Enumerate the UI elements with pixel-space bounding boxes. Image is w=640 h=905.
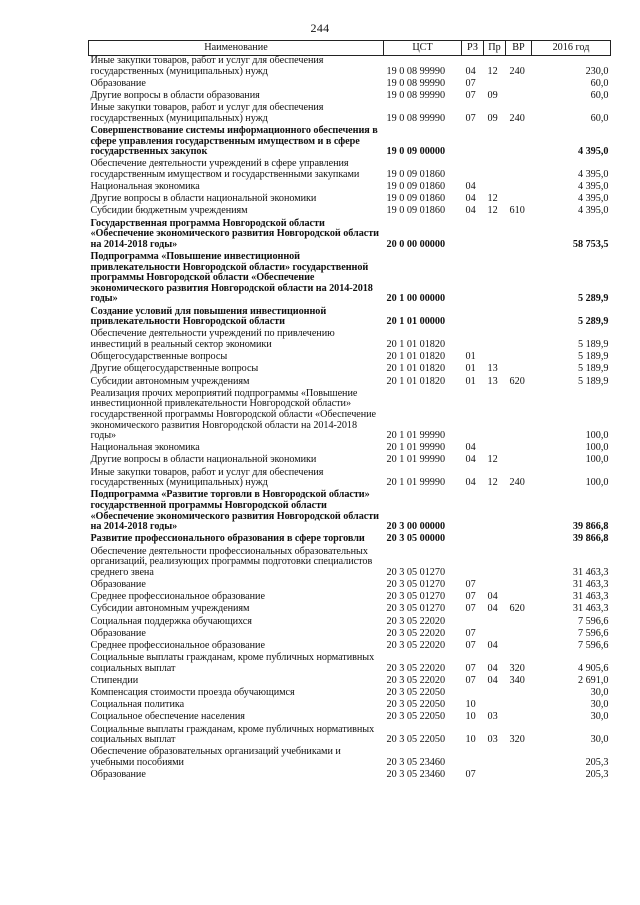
row-vr	[506, 629, 532, 641]
row-cst: 20 3 05 22020	[386, 674, 446, 686]
row-name: Обеспечение деятельности учреждений в сфере управления государственным имуществом и государственными закупками	[90, 158, 360, 180]
row-vr	[506, 747, 532, 770]
table-row	[89, 329, 611, 352]
table-row	[89, 307, 611, 330]
row-rz: 07	[465, 112, 476, 124]
row-cst: 20 3 05 22050	[386, 699, 446, 711]
row-cst: 20 1 01 00000	[386, 316, 446, 328]
row-amount: 5 189,9	[577, 363, 609, 375]
row-amount: 60,0	[590, 112, 609, 124]
row-pr	[484, 490, 506, 534]
row-name: Обеспечение образовательных организаций учебниками и учебными пособиями	[90, 746, 341, 768]
row-amount: 205,3	[585, 769, 609, 781]
row-vr: 620	[509, 603, 525, 615]
row-rz	[462, 252, 484, 307]
row-rz: 10	[465, 734, 476, 746]
table-row	[89, 364, 611, 376]
row-pr	[484, 159, 506, 182]
row-pr	[484, 126, 506, 159]
row-pr: 12	[487, 65, 498, 77]
row-vr	[506, 79, 532, 91]
row-pr	[484, 219, 506, 252]
row-pr: 12	[487, 454, 498, 466]
row-pr	[484, 747, 506, 770]
row-amount: 31 463,3	[572, 578, 609, 590]
table-row	[89, 547, 611, 580]
row-cst: 20 3 05 22020	[386, 615, 446, 627]
row-rz	[462, 389, 484, 444]
row-name: Стипендии	[90, 674, 139, 686]
table-row	[89, 252, 611, 307]
row-pr: 12	[487, 205, 498, 217]
table-header	[89, 41, 611, 56]
row-name: Иные закупки товаров, работ и услуг для обеспечения государственных (муниципальных) нужд	[90, 466, 324, 489]
row-cst: 20 3 05 22020	[386, 662, 446, 674]
row-amount: 230,0	[585, 65, 609, 77]
row-vr: 620	[509, 375, 525, 387]
row-rz: 07	[465, 603, 476, 615]
row-cst: 20 1 01 01820	[386, 375, 446, 387]
row-cst: 19 0 08 99990	[386, 65, 446, 77]
row-vr	[506, 352, 532, 364]
table-row	[89, 653, 611, 676]
row-rz: 07	[465, 674, 476, 686]
row-cst: 20 1 01 99990	[386, 477, 446, 489]
table-row	[89, 747, 611, 770]
row-vr	[506, 617, 532, 629]
row-vr	[506, 534, 532, 546]
row-pr: 03	[487, 711, 498, 723]
row-pr: 04	[487, 603, 498, 615]
row-vr	[506, 580, 532, 592]
row-vr	[506, 159, 532, 182]
row-vr	[506, 688, 532, 700]
row-cst: 20 1 01 99990	[386, 454, 446, 466]
row-pr	[484, 770, 506, 782]
row-pr: 13	[487, 363, 498, 375]
row-rz: 10	[465, 711, 476, 723]
row-vr	[506, 547, 532, 580]
row-rz: 07	[465, 89, 476, 101]
row-name: Другие вопросы в области национальной экономики	[90, 454, 317, 466]
row-cst: 20 1 01 99990	[386, 430, 446, 442]
header-vr: ВР	[506, 41, 532, 56]
row-amount: 100,0	[585, 454, 609, 466]
row-cst: 20 1 01 01820	[386, 338, 446, 350]
row-vr	[506, 455, 532, 467]
row-cst: 20 3 05 22020	[386, 627, 446, 639]
row-cst: 19 0 08 99990	[386, 112, 446, 124]
row-vr	[506, 490, 532, 534]
table-row	[89, 490, 611, 534]
row-rz: 07	[465, 77, 476, 89]
table-row	[89, 103, 611, 126]
row-rz	[462, 617, 484, 629]
row-vr	[506, 770, 532, 782]
row-rz: 04	[465, 193, 476, 205]
row-pr: 12	[487, 193, 498, 205]
row-vr	[506, 443, 532, 455]
row-rz: 07	[465, 769, 476, 781]
row-amount: 5 189,9	[577, 351, 609, 363]
row-rz: 04	[465, 454, 476, 466]
row-amount: 4 395,0	[577, 193, 609, 205]
row-amount: 60,0	[590, 77, 609, 89]
table-row	[89, 468, 611, 491]
table-row	[89, 389, 611, 444]
row-cst: 20 3 05 23460	[386, 769, 446, 781]
row-rz: 07	[465, 627, 476, 639]
row-rz: 07	[465, 578, 476, 590]
row-rz: 04	[465, 477, 476, 489]
table-row	[89, 206, 611, 218]
row-pr	[484, 307, 506, 330]
row-pr: 13	[487, 375, 498, 387]
row-name: Обеспечение деятельности профессиональных образовательных организаций, реализующих программы подготовки специалистов среднего звена	[90, 545, 373, 578]
row-vr	[506, 219, 532, 252]
row-pr: 04	[487, 639, 498, 651]
row-cst: 20 3 05 22020	[386, 639, 446, 651]
row-vr	[506, 364, 532, 376]
row-amount: 4 395,0	[577, 146, 609, 158]
row-rz: 01	[465, 363, 476, 375]
row-rz	[462, 159, 484, 182]
row-cst: 19 0 08 99990	[386, 77, 446, 89]
row-vr: 240	[509, 477, 525, 489]
row-vr: 240	[509, 65, 525, 77]
row-name: Субсидии автономным учреждениям	[90, 375, 250, 387]
row-name: Социальная политика	[90, 699, 185, 711]
table-body	[89, 56, 611, 783]
row-amount: 39 866,8	[572, 521, 609, 533]
row-amount: 4 395,0	[577, 205, 609, 217]
row-amount: 30,0	[590, 711, 609, 723]
row-amount: 31 463,3	[572, 566, 609, 578]
row-cst: 19 0 08 99990	[386, 89, 446, 101]
row-rz: 04	[465, 442, 476, 454]
row-amount: 4 905,6	[577, 662, 609, 674]
row-rz: 04	[465, 205, 476, 217]
row-amount: 31 463,3	[572, 603, 609, 615]
row-cst: 20 1 01 99990	[386, 442, 446, 454]
row-amount: 30,0	[590, 699, 609, 711]
row-pr	[484, 534, 506, 546]
row-cst: 20 1 00 00000	[386, 293, 446, 305]
row-name: Социальное обеспечение населения	[90, 711, 245, 723]
row-amount: 39 866,8	[572, 533, 609, 545]
row-name: Развитие профессионального образования в сфере торговли	[90, 533, 365, 545]
row-rz	[462, 307, 484, 330]
row-cst: 20 1 01 01820	[386, 351, 446, 363]
row-rz	[462, 490, 484, 534]
row-amount: 58 753,5	[572, 238, 609, 250]
page-number: 244	[310, 21, 330, 35]
row-amount: 5 289,9	[577, 293, 609, 305]
row-name: Иные закупки товаров, работ и услуг для обеспечения государственных (муниципальных) нужд	[90, 55, 324, 77]
row-vr: 610	[509, 205, 525, 217]
row-rz: 07	[465, 662, 476, 674]
row-amount: 100,0	[585, 442, 609, 454]
row-amount: 2 691,0	[577, 674, 609, 686]
row-pr: 09	[487, 112, 498, 124]
row-rz	[462, 747, 484, 770]
row-name: Образование	[90, 627, 146, 639]
row-rz: 01	[465, 375, 476, 387]
row-pr	[484, 329, 506, 352]
row-rz	[462, 219, 484, 252]
row-amount: 5 189,9	[577, 338, 609, 350]
row-amount: 7 596,6	[577, 639, 609, 651]
row-cst: 20 0 00 00000	[386, 238, 446, 250]
row-cst: 19 0 09 01860	[386, 168, 446, 180]
row-pr: 04	[487, 662, 498, 674]
row-name: Среднее профессиональное образование	[90, 639, 265, 651]
row-rz: 01	[465, 351, 476, 363]
row-vr: 340	[509, 674, 525, 686]
row-name: Другие вопросы в области национальной экономики	[90, 193, 317, 205]
row-amount: 4 395,0	[577, 168, 609, 180]
header-year: 2016 год	[532, 41, 611, 56]
header-name: Наименование	[89, 41, 384, 56]
row-name: Социальные выплаты гражданам, кроме публичных нормативных социальных выплат	[90, 723, 375, 746]
row-name: Государственная программа Новгородской области «Обеспечение экономического развития Новгородской области на 2014-2018 годы»	[90, 217, 379, 250]
header-cst: ЦСТ	[384, 41, 462, 56]
row-vr	[506, 252, 532, 307]
row-cst: 19 0 09 01860	[386, 193, 446, 205]
row-pr: 04	[487, 674, 498, 686]
row-rz: 04	[465, 65, 476, 77]
row-name: Социальная поддержка обучающихся	[90, 615, 252, 627]
row-pr: 03	[487, 734, 498, 746]
row-name: Создание условий для повышения инвестиционной привлекательности Новгородской области	[90, 305, 327, 328]
row-cst: 19 0 09 01860	[386, 181, 446, 193]
row-cst: 20 3 00 00000	[386, 521, 446, 533]
row-cst: 20 3 05 01270	[386, 603, 446, 615]
row-rz	[462, 329, 484, 352]
row-amount: 60,0	[590, 89, 609, 101]
row-vr: 240	[509, 112, 525, 124]
row-pr: 04	[487, 591, 498, 603]
row-pr	[484, 389, 506, 444]
row-amount: 5 189,9	[577, 375, 609, 387]
row-amount: 7 596,6	[577, 627, 609, 639]
row-vr	[506, 700, 532, 712]
table-row	[89, 219, 611, 252]
row-amount: 31 463,3	[572, 591, 609, 603]
row-amount: 7 596,6	[577, 615, 609, 627]
row-vr	[506, 126, 532, 159]
row-name: Обеспечение деятельности учреждений по привлечению инвестиций в реальный сектор экономики	[90, 328, 335, 350]
row-pr	[484, 252, 506, 307]
row-name: Образование	[90, 578, 146, 590]
row-vr	[506, 91, 532, 103]
header-pr: Пр	[484, 41, 506, 56]
row-name: Социальные выплаты гражданам, кроме публичных нормативных социальных выплат	[90, 652, 375, 674]
row-cst: 20 1 01 01820	[386, 363, 446, 375]
row-cst: 19 0 09 01860	[386, 205, 446, 217]
row-rz	[462, 534, 484, 546]
row-amount: 100,0	[585, 430, 609, 442]
row-cst: 20 3 05 22050	[386, 734, 446, 746]
row-pr	[484, 688, 506, 700]
row-amount: 4 395,0	[577, 181, 609, 193]
row-name: Национальная экономика	[90, 181, 200, 193]
row-rz	[462, 547, 484, 580]
table-row	[89, 126, 611, 159]
row-name: Другие вопросы в области образования	[90, 89, 260, 101]
table-row	[89, 534, 611, 546]
row-cst: 20 3 05 01270	[386, 591, 446, 603]
table-row	[89, 455, 611, 467]
row-amount: 5 289,9	[577, 316, 609, 328]
row-name: Подпрограмма «Развитие торговли в Новгородской области» государственной программы Новгородской области «Обеспечение экономического развития Новгородской области на 2014-2018 годы»	[90, 489, 379, 533]
row-cst: 20 3 05 01270	[386, 578, 446, 590]
row-vr	[506, 182, 532, 194]
row-name: Образование	[90, 769, 146, 781]
row-amount: 30,0	[590, 734, 609, 746]
table-row	[89, 725, 611, 748]
row-vr: 320	[509, 734, 525, 746]
budget-table	[88, 40, 611, 782]
row-cst: 19 0 09 00000	[386, 146, 446, 158]
row-cst: 20 3 05 01270	[386, 566, 446, 578]
table-row	[89, 712, 611, 724]
row-amount: 100,0	[585, 477, 609, 489]
row-pr: 09	[487, 89, 498, 101]
row-rz: 07	[465, 591, 476, 603]
row-cst: 20 3 05 00000	[386, 533, 446, 545]
row-cst: 20 3 05 22050	[386, 687, 446, 699]
row-cst: 20 3 05 22050	[386, 711, 446, 723]
row-vr	[506, 641, 532, 653]
row-vr	[506, 712, 532, 724]
row-rz: 10	[465, 699, 476, 711]
row-rz: 07	[465, 639, 476, 651]
row-rz	[462, 126, 484, 159]
row-vr: 320	[509, 662, 525, 674]
row-vr	[506, 307, 532, 330]
row-pr: 12	[487, 477, 498, 489]
row-vr	[506, 329, 532, 352]
table-row	[89, 159, 611, 182]
row-cst: 20 3 05 23460	[386, 757, 446, 768]
row-name: Субсидии автономным учреждениям	[90, 603, 250, 615]
row-name: Компенсация стоимости проезда обучающимся	[90, 687, 295, 699]
row-rz: 04	[465, 181, 476, 193]
row-amount: 205,3	[585, 757, 609, 768]
table-row	[89, 770, 611, 782]
row-pr	[484, 617, 506, 629]
table-row	[89, 56, 611, 79]
row-name: Реализация прочих мероприятий подпрограммы «Повышение инвестиционной привлекательности Новгородской области» государственной программы Новгородской области «Обеспечение экономического развития Новгородской области на 2014-2018 годы»	[90, 387, 377, 442]
row-name: Совершенствование системы информационного обеспечения в сфере управления государственным имуществом и в сфере государственных закупок	[90, 124, 378, 158]
row-name: Образование	[90, 77, 146, 89]
table-row	[89, 377, 611, 389]
table-row	[89, 604, 611, 616]
row-name: Иные закупки товаров, работ и услуг для обеспечения государственных (муниципальных) нужд	[90, 102, 324, 124]
row-name: Субсидии бюджетным учреждениям	[90, 205, 248, 217]
row-pr	[484, 547, 506, 580]
row-name: Подпрограмма «Повышение инвестиционной привлекательности Новгородской области» государственной программы Новгородской области «Обеспечение экономического развития Новгородской области на 2014-2018 годы»	[90, 251, 373, 305]
row-name: Другие общегосударственные вопросы	[90, 363, 259, 375]
header-rz: РЗ	[462, 41, 484, 56]
row-vr	[506, 389, 532, 444]
table-row	[89, 617, 611, 629]
row-amount: 30,0	[590, 687, 609, 699]
row-name: Среднее профессиональное образование	[90, 591, 265, 603]
row-name: Национальная экономика	[90, 442, 200, 454]
row-name: Общегосударственные вопросы	[90, 351, 228, 363]
